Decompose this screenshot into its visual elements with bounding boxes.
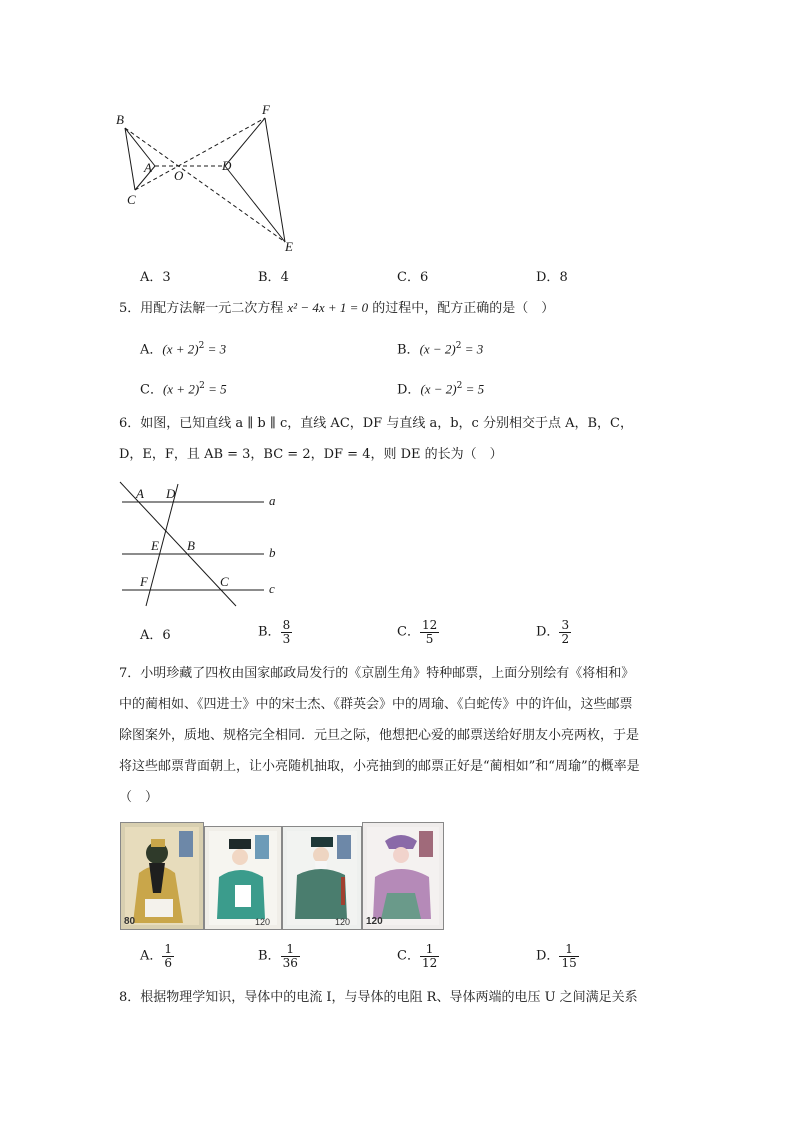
- stamp-lin-xiangru: 80: [120, 822, 204, 930]
- label-line-c: c: [269, 581, 275, 596]
- label-e: E: [285, 239, 293, 254]
- q8-stem-line1: 8．根据物理学知识，导体中的电流 I，与导体的电阻 R、导体两端的电压 U 之间满足关系: [119, 990, 638, 1005]
- q7-option-d[interactable]: D． $\frac{1}{15}$: [536, 942, 577, 970]
- q5-option-d[interactable]: D．$(x - 2)^2 = 5$: [397, 381, 485, 398]
- segment-de: [225, 166, 285, 242]
- label-d: D: [222, 158, 232, 173]
- dashed-cf: [135, 118, 265, 190]
- q7-stem-line1: 7．小明珍藏了四枚由国家邮政局发行的《京剧生角》特种邮票，上面分别绘有《将相和》: [119, 666, 635, 681]
- label-f-point: F: [140, 574, 148, 589]
- label-o: O: [174, 168, 184, 183]
- q4-option-d[interactable]: D．8: [536, 270, 568, 285]
- stamp-figure-2: [205, 827, 281, 929]
- label-d-point: D: [166, 486, 176, 501]
- label-e-point: E: [151, 538, 159, 553]
- q6-option-c[interactable]: C． $\frac{12}{5}$: [397, 618, 438, 646]
- q6-stem-line2: D，E，F，且 AB = 3，BC = 2，DF = 4，则 DE 的长为（ ）: [119, 447, 503, 462]
- stamp-zhou-yu: 120: [282, 826, 362, 930]
- label-f: F: [262, 102, 270, 117]
- q7-option-b[interactable]: B． $\frac{1}{36}$: [258, 942, 298, 970]
- label-b-point: B: [187, 538, 195, 553]
- label-a-point: A: [136, 486, 144, 501]
- q4-option-c[interactable]: C．6: [397, 270, 429, 285]
- q4-option-a[interactable]: A．3: [140, 270, 171, 285]
- q7-option-a[interactable]: A． $\frac{1}{6}$: [140, 942, 173, 970]
- q7-option-c[interactable]: C． $\frac{1}{12}$: [397, 942, 438, 970]
- stamp-figure-1: [121, 823, 203, 929]
- q5-option-c[interactable]: C．$(x + 2)^2 = 5$: [140, 381, 227, 398]
- q5-option-a[interactable]: A．$(x + 2)^2 = 3$: [140, 341, 227, 358]
- stamps-image: [120, 822, 442, 930]
- stamp-figure-3: [283, 827, 361, 929]
- q4-option-b[interactable]: B．4: [258, 270, 289, 285]
- q7-stem-line2: 中的蔺相如、《四进士》中的宋士杰、《群英会》中的周瑜、《白蛇传》中的许仙，这些邮票: [119, 697, 633, 712]
- q7-stem-line5: （ ）: [119, 790, 159, 805]
- q6-figure: [112, 478, 292, 610]
- q4-figure: [112, 100, 312, 260]
- stamp-figure-4: [363, 823, 443, 929]
- label-c: C: [127, 192, 136, 207]
- label-line-b: b: [269, 545, 276, 560]
- stamp-song-shijie: 120: [204, 826, 282, 930]
- q6-option-d[interactable]: D． $\frac{3}{2}$: [536, 618, 570, 646]
- q5-stem: 5．用配方法解一元二次方程 x² − 4x + 1 = 0 的过程中，配方正确的是（ ）: [119, 300, 555, 316]
- q6-option-a[interactable]: A．6: [140, 628, 171, 643]
- segment-fe: [265, 118, 285, 242]
- label-c-point: C: [220, 574, 229, 589]
- q5-equation: x² − 4x + 1 = 0: [287, 300, 369, 315]
- dashed-be: [125, 128, 285, 242]
- q7-stem-line3: 除图案外，质地、规格完全相同．元旦之际，他想把心爱的邮票送给好朋友小亮两枚，于是: [119, 728, 640, 743]
- label-b: B: [116, 112, 124, 127]
- q5-option-b[interactable]: B．$(x - 2)^2 = 3$: [397, 341, 484, 358]
- segment-bc: [125, 128, 135, 190]
- q6-stem-line1: 6．如图，已知直线 a ∥ b ∥ c，直线 AC，DF 与直线 a，b，c 分别相交于点 A，B，C，: [119, 416, 633, 431]
- q7-stem-line4: 将这些邮票背面朝上，让小亮随机抽取，小亮抽到的邮票正好是“蔺相如”和“周瑜”的概率是: [119, 759, 640, 774]
- label-a: A: [144, 160, 152, 175]
- label-line-a: a: [269, 493, 276, 508]
- q6-option-b[interactable]: B． $\frac{8}{3}$: [258, 618, 291, 646]
- stamp-xu-xian: 120: [362, 822, 444, 930]
